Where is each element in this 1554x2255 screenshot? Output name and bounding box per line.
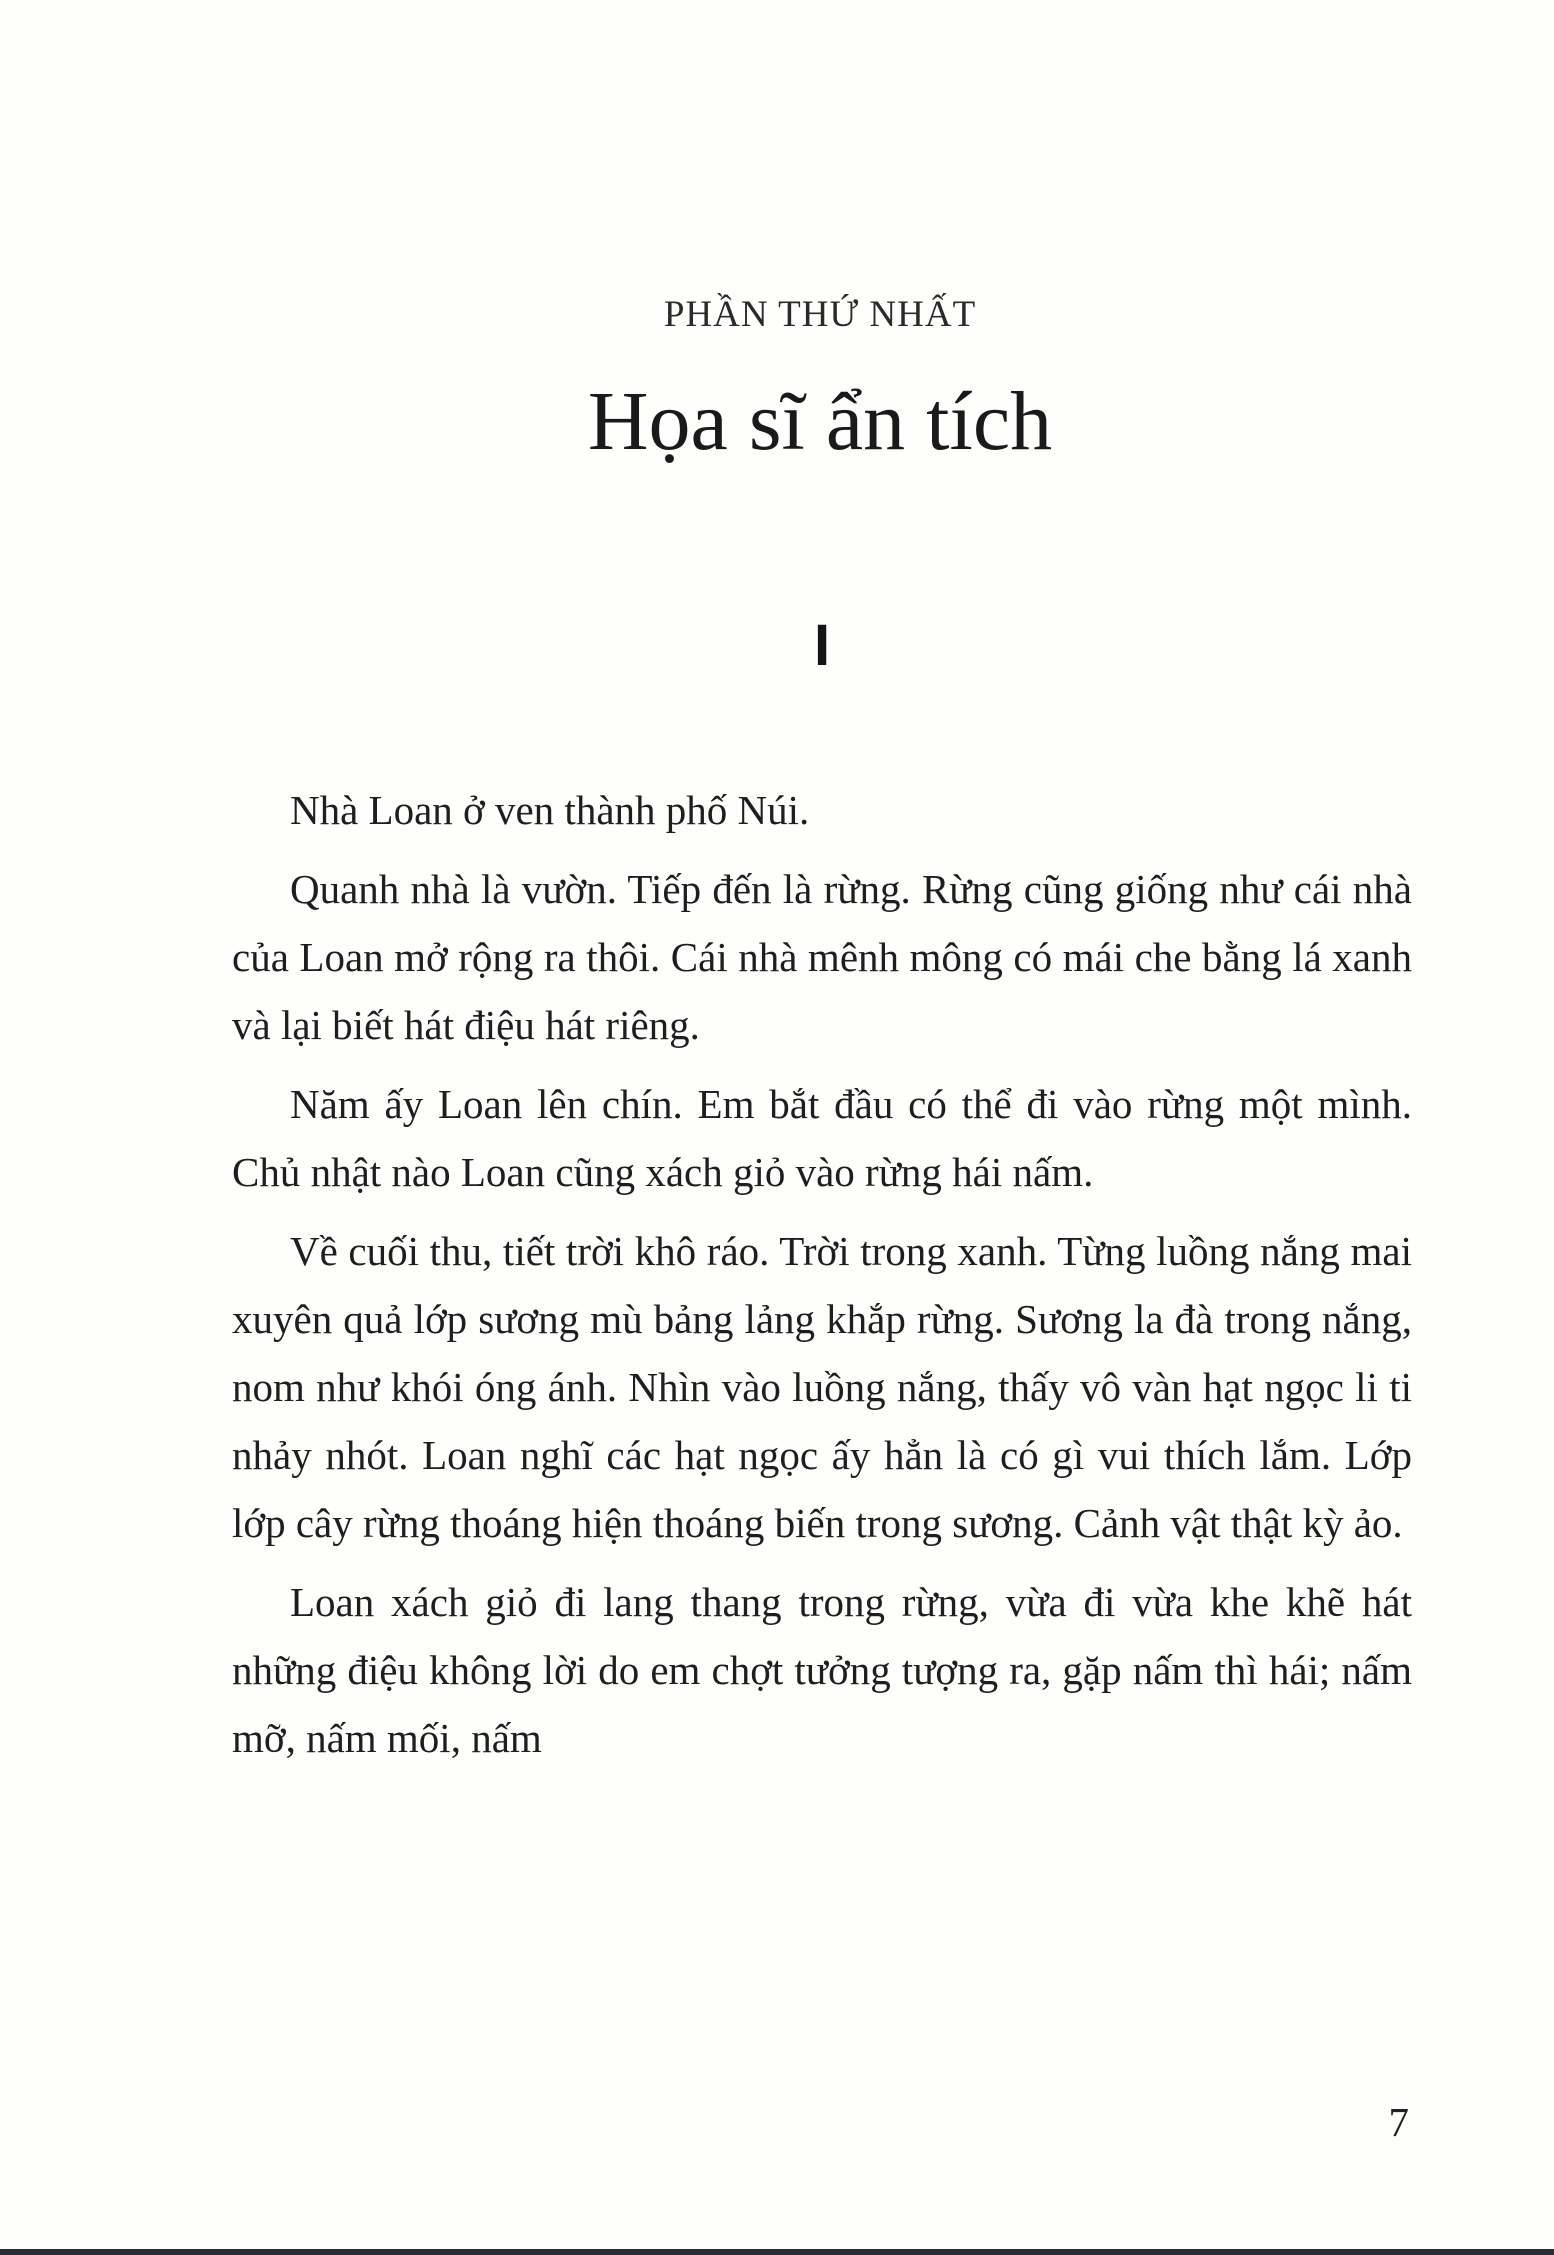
part-label: PHẦN THỨ NHẤT <box>663 294 977 335</box>
paragraph: Năm ấy Loan lên chín. Em bắt đầu có thể đi vào rừng một mình. Chủ nhật nào Loan cũng xách giỏ vào rừng hái nấm. <box>232 1081 1412 1195</box>
body-text <box>232 776 1412 1783</box>
paragraph: Về cuối thu, tiết trời khô ráo. Trời trong xanh. Từng luồng nắng mai xuyên quả lớp sương mù bảng lảng khắp rừng. Sương la đà trong nắng, nom như khói óng ánh. Nhìn vào luồng nắng, thấy vô vàn hạt ngọc li ti nhảy nhót. Loan nghĩ các hạt ngọc ấy hẳn là có gì vui thích lắm. Lớp lớp cây rừng thoáng hiện thoáng biến trong sương. Cảnh vật thật kỳ ảo. <box>232 1228 1412 1546</box>
bottom-edge-divider <box>0 2249 1554 2255</box>
page-number: 7 <box>1388 2099 1409 2145</box>
paragraph: Loan xách giỏ đi lang thang trong rừng, vừa đi vừa khe khẽ hát những điệu không lời do em chợt tưởng tượng ra, gặp nấm thì hái; nấm mỡ, nấm mối, nấm <box>232 1579 1412 1761</box>
section-numeral: I <box>814 613 831 678</box>
paragraph: Nhà Loan ở ven thành phố Núi. <box>290 787 810 833</box>
chapter-title: Họa sĩ ẩn tích <box>587 375 1053 468</box>
paragraph: Quanh nhà là vườn. Tiếp đến là rừng. Rừng cũng giống như cái nhà của Loan mở rộng ra thôi. Cái nhà mênh mông có mái che bằng lá xanh và lại biết hát điệu hát riêng. <box>232 866 1412 1048</box>
